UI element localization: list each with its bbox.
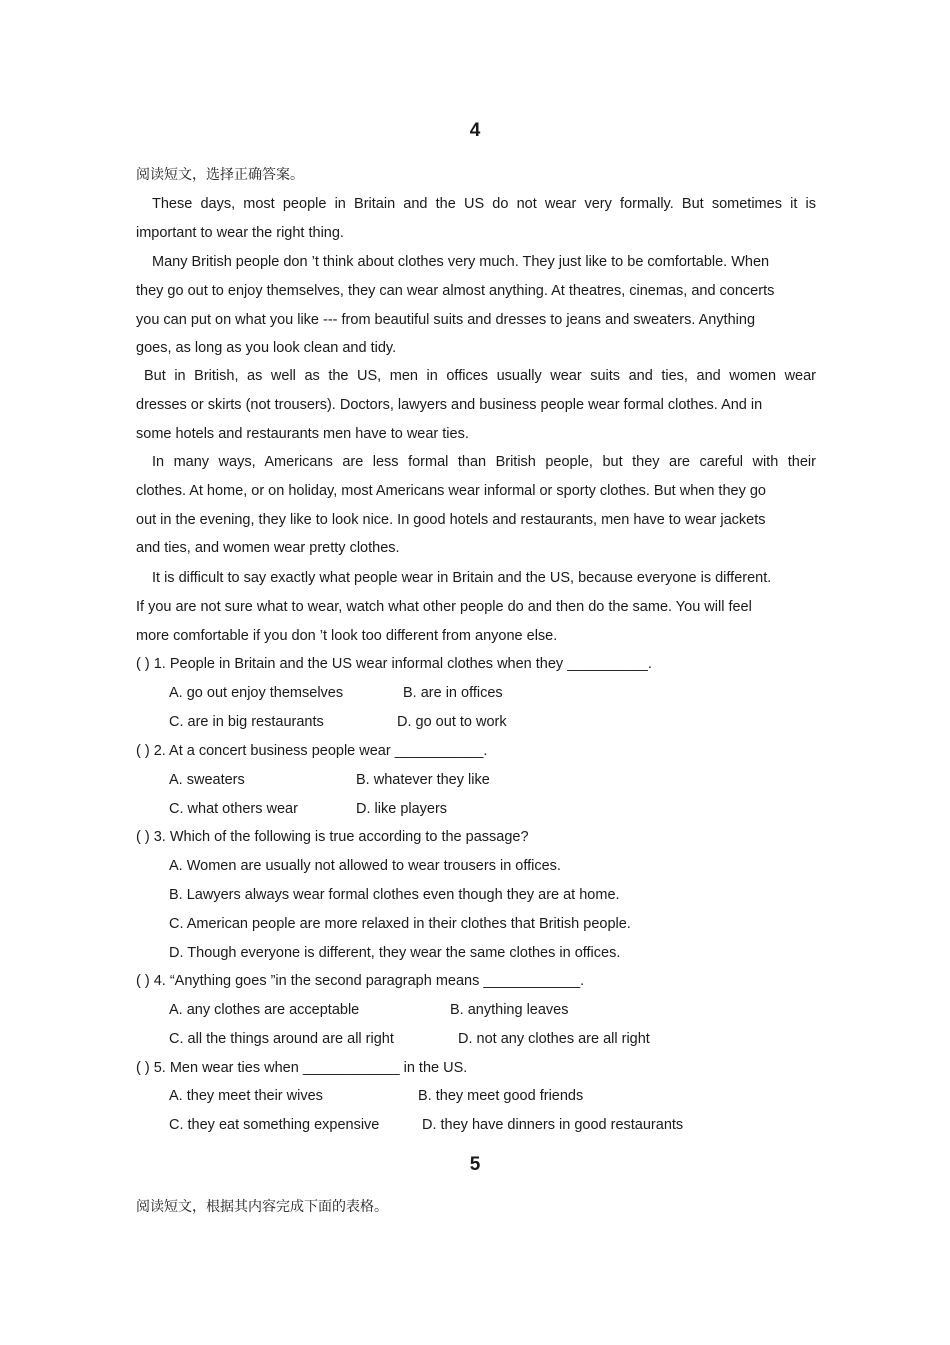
question-2-stem: ( ) 2. At a concert business people wear ___________. <box>136 743 488 759</box>
question-1-option-b: B. are in offices <box>403 685 503 701</box>
paragraph-line: It is difficult to say exactly what people wear in Britain and the US, because everyone is different. <box>152 570 772 586</box>
question-3-option-b: B. Lawyers always wear formal clothes even though they are at home. <box>169 887 620 903</box>
question-4-option-a: A. any clothes are acceptable <box>169 1002 360 1018</box>
question-5-option-c: C. they eat something expensive <box>169 1117 380 1133</box>
paragraph-2 <box>136 248 816 363</box>
paragraph-line: These days, most people in Britain and the US do not wear very formally. But sometimes it is <box>152 196 816 212</box>
question-1-stem: ( ) 1. People in Britain and the US wear informal clothes when they __________. <box>136 656 652 672</box>
question-1-option-d: D. go out to work <box>397 714 507 730</box>
question-3-stem: ( ) 3. Which of the following is true according to the passage? <box>136 829 529 845</box>
question-2-option-b: B. whatever they like <box>356 772 490 788</box>
question-3-option-c: C. American people are more relaxed in their clothes that British people. <box>169 916 631 932</box>
paragraph-line: goes, as long as you look clean and tidy. <box>136 340 397 357</box>
question-3-option-d: D. Though everyone is different, they wear the same clothes in offices. <box>169 945 621 961</box>
question-4-stem: ( ) 4. “Anything goes ”in the second paragraph means ____________. <box>136 973 585 989</box>
section-5-number: 5 <box>469 1154 481 1175</box>
question-4-option-d: D. not any clothes are all right <box>458 1031 650 1047</box>
question-2-option-c: C. what others wear <box>169 801 298 817</box>
question-5-option-a: A. they meet their wives <box>169 1088 323 1104</box>
question-1-option-a: A. go out enjoy themselves <box>169 685 344 701</box>
paragraph-4 <box>136 448 816 563</box>
paragraph-5 <box>136 564 816 650</box>
section-4-instruction: 阅读短文，选择正确答案。 <box>136 167 304 183</box>
question-5-option-d: D. they have dinners in good restaurants <box>422 1117 684 1133</box>
paragraph-line: important to wear the right thing. <box>136 224 344 241</box>
paragraph-line: you can put on what you like --- from beautiful suits and dresses to jeans and sweaters. Anything <box>136 311 756 328</box>
question-3-option-a: A. Women are usually not allowed to wear trousers in offices. <box>169 858 561 874</box>
paragraph-line: But in British, as well as the US, men in offices usually wear suits and ties, and women wear <box>144 368 816 384</box>
paragraph-line: more comfortable if you don ’t look too different from anyone else. <box>136 627 558 644</box>
section-5-instruction: 阅读短文，根据其内容完成下面的表格。 <box>136 1199 388 1215</box>
paragraph-line: and ties, and women wear pretty clothes. <box>136 540 400 557</box>
paragraph-line: Many British people don ’t think about clothes very much. They just like to be comfortable. When <box>152 254 770 270</box>
question-4-option-c: C. all the things around are all right <box>169 1031 394 1047</box>
paragraph-3 <box>136 362 816 448</box>
paragraph-line: dresses or skirts (not trousers). Doctors, lawyers and business people wear formal clothes. And in <box>136 396 763 413</box>
paragraph-line: In many ways, Americans are less formal than British people, but they are careful with their <box>152 454 816 470</box>
question-2-option-a: A. sweaters <box>169 772 245 788</box>
paragraph-line: If you are not sure what to wear, watch what other people do and then do the same. You will feel <box>136 598 752 615</box>
question-1-option-c: C. are in big restaurants <box>169 714 324 730</box>
section-4-number: 4 <box>469 120 481 141</box>
paragraph-line: clothes. At home, or on holiday, most Americans wear informal or sporty clothes. But when they go <box>136 482 766 499</box>
question-5-stem: ( ) 5. Men wear ties when ____________ in the US. <box>136 1060 468 1076</box>
question-4-option-b: B. anything leaves <box>450 1002 569 1018</box>
paragraph-1 <box>136 190 816 248</box>
question-2-option-d: D. like players <box>356 801 448 817</box>
paragraph-line: they go out to enjoy themselves, they can wear almost anything. At theatres, cinemas, and concerts <box>136 282 775 299</box>
paragraph-line: out in the evening, they like to look nice. In good hotels and restaurants, men have to wear jackets <box>136 511 766 528</box>
question-5-option-b: B. they meet good friends <box>418 1088 584 1104</box>
paragraph-line: some hotels and restaurants men have to wear ties. <box>136 425 469 442</box>
